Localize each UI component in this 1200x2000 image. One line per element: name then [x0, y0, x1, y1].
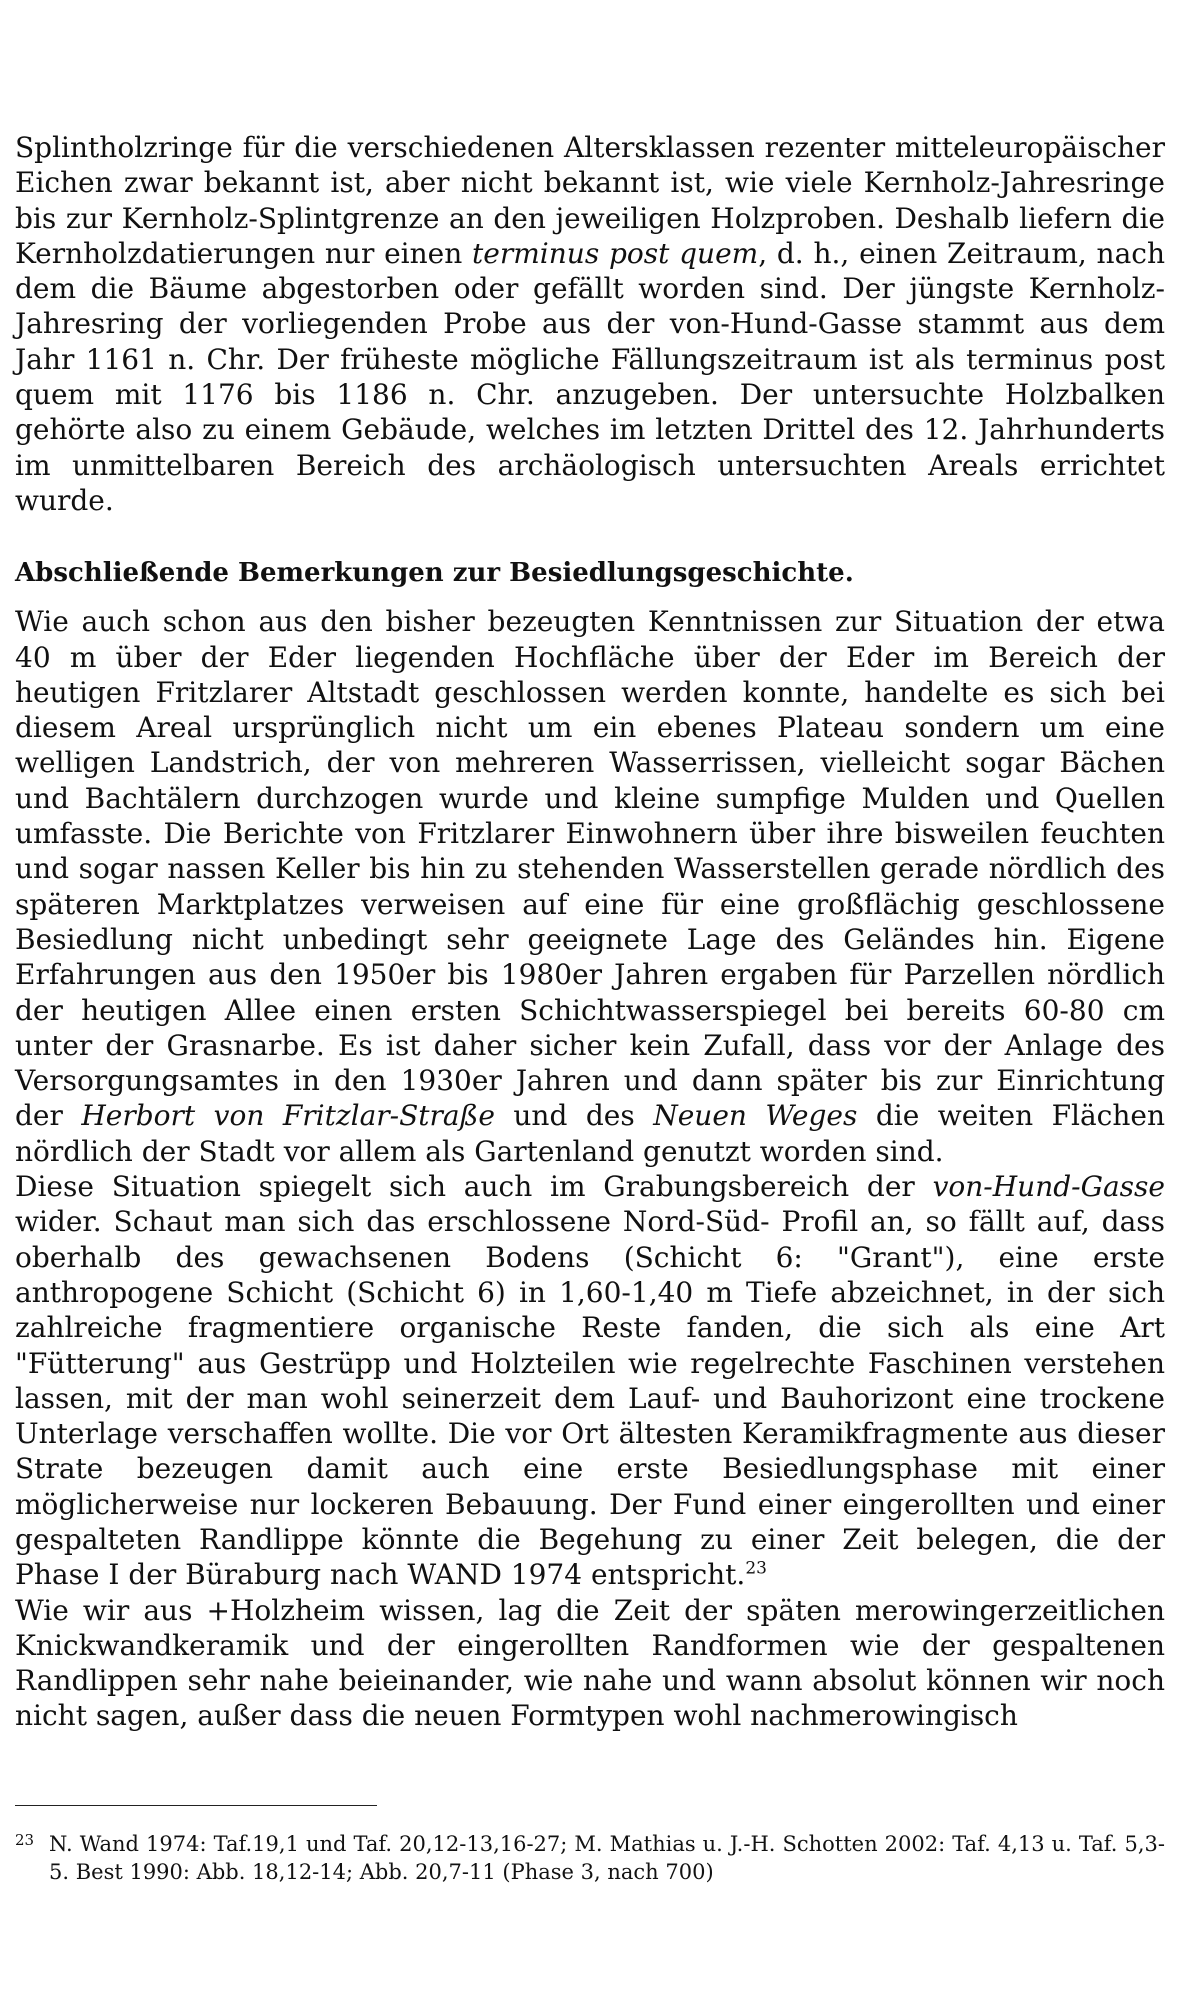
footnote-reference[interactable]: 23 — [745, 1558, 767, 1579]
text-run: Wie auch schon aus den bisher bezeugten Kenntnissen zur Situation der etwa 40 m über der Eder liegenden Hochfläche über der Eder im Bereich der heutigen Fritzlarer Altstadt geschlossen werden konnte, handelte es sich bei diesem Areal ursprünglich nicht um ein ebenes Plateau sondern um eine welligen Landstrich, der von mehreren Wasserrissen, vielleicht sogar Bächen und Bachtälern durchzogen wurde und kleine sumpfige Mulden und Quellen umfasste. Die Berichte von Fritzlarer Einwohnern über ihre bisweilen feuchten und sogar nassen Keller bis hin zu stehenden Wasserstellen gerade nördlich des späteren Marktplatzes verweisen auf eine für eine großflächig geschlossene Besiedlung nicht unbedingt sehr geeignete Lage des Geländes hin. Eigene Erfahrungen aus den 1950er bis 1980er Jahren ergaben für Parzellen nördlich der heutigen Allee einen ersten Schichtwasserspiegel bei bereits 60-80 cm unter der Grasnarbe. Es ist daher sicher kein Zufall, dass vor der Anlage des Versorgungsamtes in den 1930er Jahren und dann später bis zur Einrichtung der — [15, 605, 1165, 1133]
italic-place-name: von-Hund-Gasse — [932, 1170, 1165, 1204]
text-run: Diese Situation spiegelt sich auch im Grabungsbereich der — [15, 1170, 933, 1204]
footnote-number: 23 — [15, 1831, 35, 1849]
section-heading: Abschließende Bemerkungen zur Besiedlungsgeschichte. — [15, 558, 854, 589]
paragraph-excavation — [15, 1169, 1165, 1593]
italic-street-name: Neuen Weges — [653, 1099, 858, 1133]
footnote-divider — [15, 1805, 377, 1806]
paragraph-dendro — [15, 130, 1165, 518]
text-run: wider. Schaut man sich das erschlossene Nord-Süd- Profil an, so fällt auf, dass oberhalb des gewachsenen Bodens (Schicht 6: "Grant"), eine erste anthropogene Schicht (Schicht 6) in 1,60-1,40 m Tiefe abzeichnet, in der sich zahlreiche fragmentiere organische Reste fanden, die sich als eine Art "Fütterung" aus Gestrüpp und Holzteilen wie regelrechte Faschinen verstehen lassen, mit der man wohl seinerzeit dem Lauf- und Bauhorizont eine trockene Unterlage verschaffen wollte. Die vor Ort ältesten Keramikfragmente aus dieser Strate bezeugen damit auch eine erste Besiedlungsphase mit einer möglicherweise nur lockeren Bebauung. Der Fund einer eingerollten und einer gespalteten Randlippe könnte die Begehung zu einer Zeit belegen, die der Phase I der Büraburg nach WAND 1974 entspricht. — [15, 1205, 1165, 1592]
text-run: und des — [494, 1099, 654, 1133]
text-run: Wie wir aus +Holzheim wissen, lag die Zeit der späten merowingerzeitlichen Knickwandkeramik und der eingerollten Randformen wie der gespaltenen Randlippen sehr nahe beieinander, wie nahe und wann absolut können wir noch nicht sagen, außer dass die neuen Formtypen wohl nachmerowingisch — [15, 1593, 1165, 1733]
paragraph-holzheim — [15, 1593, 1165, 1734]
paragraph-landscape — [15, 604, 1165, 1169]
text-run: die weiten Flächen nördlich der Stadt vor allem als Gartenland genutzt worden sind. — [15, 1099, 1165, 1168]
italic-street-name: Herbort von Fritzlar-Straße — [81, 1099, 495, 1133]
footnote — [15, 1830, 1165, 1886]
document-body — [15, 130, 1165, 1734]
text-run: , d. h., einen Zeitraum, nach dem die Bäume abgestorben oder gefällt worden sind. Der jüngste Kernholz-Jahresring der vorliegenden Probe aus der von-Hund-Gasse stammt aus dem Jahr 1161 n. Chr. Der früheste mögliche Fällungszeitraum ist als terminus post quem mit 1176 bis 1186 n. Chr. anzugeben. Der untersuchte Holzbalken gehörte also zu einem Gebäude, welches im letzten Drittel des 12. Jahrhunderts im unmittelbaren Bereich des archäologisch untersuchten Areals errichtet wurde. — [15, 236, 1165, 517]
text-run: Splintholzringe für die verschiedenen Altersklassen rezenter mitteleuropäischer Eichen zwar bekannt ist, aber nicht bekannt ist, wie viele Kernholz-Jahresringe bis zur Kernholz-Splintgrenze an den jeweiligen Holzproben. Deshalb liefern die Kernholzdatierungen nur einen — [15, 131, 1165, 270]
footnote-text: N. Wand 1974: Taf.19,1 und Taf. 20,12-13,16-27; M. Mathias u. J.-H. Schotten 2002: Taf. 4,13 u. Taf. 5,3-5. Best 1990: Abb. 18,12-14; Abb. 20,7-11 (Phase 3, nach 700) — [49, 1832, 1165, 1884]
italic-term: terminus post quem — [472, 236, 759, 270]
